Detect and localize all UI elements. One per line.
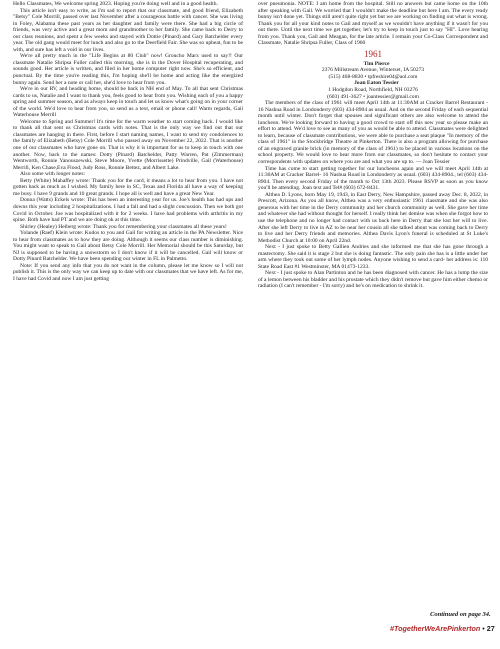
paragraph: Note: If you send any info that you do not want in the column, please let me know so I will not publish it. This is the only way we can keep up to date with our classmates that we have left. As for me, I have had Covid and now I am just getting (13, 262, 243, 282)
left-column (13, 1, 243, 283)
page-footer (390, 624, 495, 633)
paragraph: Donna (Watts) Eckels wrote: This has been an interesting year for us. Joe's health has had ups and downs this year including 2 hospitalizations. I had a fall and had a slight concussion. Then we both got Covid in October. Joe was hospitalized with it for 2 weeks. I have had problems with arthritis in my spine. Both have had PT and we are doing ok at this time. (13, 197, 243, 224)
correspondent-name: Tim Pierce (363, 60, 390, 67)
paragraph: Time has come to start getting together for our luncheons again and we will meet April 14th at 11:30AM at Cracker Barrel- 16 Nashua Road in Londonderry as usual. (603) 434-8904., tel (603) 434-8904. Then every second Friday of the month to Oct 13th 2023. Please RSVP as soon as you know you'll be attending. Joan text and Tel# (603) 672-8431. (258, 165, 488, 192)
paragraph: Shirley (Healey) Heiberg wrote: Thank you for remembering your classmates all these years! (20, 223, 227, 230)
paragraph: Althea D. Lyons, born May 19, 1943, in East Derry, New Hampshire, passed away Dec. 8, 2022, in Prescott, Arizona. As you all know, Althea was a very enthusiastic 1961 classmate and she was also generous with her time in the Derry community and her church community as well. She gave her time and whatever she had without thought for herself. I really think her demise was when she forgot how to use the telephone and no longer had contact with us back here in Derry that she lost her will to live. After she left Derry to live in AZ to be near her cousin all she talked about was coming back to Derry to live and her Derry friends and memories. Althea Davis Lyon's funeral is scheduled at St Luke's Methodist Church at 10:00 on April 22nd. (258, 191, 488, 244)
paragraph: We're in our RV, and heading home, should be back in NH end of May. To all that sent Christmas cards to us, Natalie and I want to thank you, feels good to hear from you. Wishing each of you a happy spring and summer season, and as always keep in touch and let us know what's going on in your corner of the world. We'd love to hear from you, so send us a text, email or phone call! Warm regards, Gail Waterhouse Merrill (13, 86, 243, 119)
continued-note: Continued on page 34. (430, 611, 491, 618)
contact-block (258, 80, 488, 100)
correspondent-address: 1 Hodgdon Road, Northfield, NH 03276 (328, 87, 418, 94)
paragraph: Hello Classmates, We welcome spring 2023. Hoping you're doing well and in a good health. (13, 1, 218, 7)
right-column (258, 1, 488, 290)
contact-block (258, 61, 488, 81)
paragraph: over pneumonia. NOTE: I am home from the hospital. Still no answers but came home on the 10th after speaking with Gail. We worried that I wouldn't make the deadline but here I am. The every ready bunny isn't done yet. Things still aren't quite right yet but we are working on finding out what is wrong. Thank you for all your kind notes to Gail and myself as we wouldn't have anything if it wasn't for you out there. Until the next time we get together, let's try to keep in touch just to say "HI". Love hearing from you. Thank you, Gail and Meagan, for the late article. I remain your Co-Class Correspondent and Classmate, Natalie Shripsa Fuller, Class of 1960 (258, 1, 488, 47)
correspondent-address: 2376 Millstream Avenue, Winterset, IA 50273 (321, 67, 425, 74)
paragraph: We're all pretty much in the "Life Begins at 80 Club" now! Groucho Marx used to say!! Our classmate Natalie Shripsa Fuller called this morning, she is in the Dover Hospital recuperating, and sounds good. Her article is written, and filed in her home computer right now. She's so efficient, and punctual. By the time you're reading this, I'm hoping she'll be home and acting like the energized bunny again. Send her a note or call her, she'd love to hear from you. (13, 53, 243, 86)
paragraph: Next - I just spoke to Betty Gallien Andries and she informed me that she has gone through a mastectomy. She said it is stage 2 but she is doing fantastic. The only pain she has is a little under her arm where they took out some of her lymph nodes. Anyone wishing to send a card- her address is: 110 State Road East #1 Westminster, MA 01473-1233. (258, 244, 488, 270)
paragraph: Next - I just spoke to Alan Partinton and he has been diagnosed with cancer. He has a lump the size of a lemon between his bladder and his prostate which they didn't remove but gave him either chemo or radiation (I can't remember - I'm sorry) and he's on medication to shrink it. (258, 270, 488, 290)
paragraph: Yolande (Raef) Klein wrote: Kudos to you and Gail for writing an article in the PA Newsletter. Nice to hear from classmates as to how they are doing. Although it seems our class number is diminishing. You might want to speak to Gail about Betsy Cole Morrill. Her Memorial should be this Saturday, but NJ is supposed to be having a snowstorm so I don't know if it will be cancelled. Gail will know or Dotty Pinard Batchelder. We have been spending our winter in FL in Palmetto. (13, 230, 243, 263)
footer-separator: • (482, 624, 485, 633)
paragraph: This article isn't easy to write, as I'm sad to report that our classmate, and good friend, Elizabeth "Betsy" Cole Morrill, passed over last November after a courageous battle with cancer. She was living in Foley, Alabama these past years as her daughter and family were there. She had a big circle of friends, was very active and a great mom and grandmother to her family. She came back to Derry to our class reunions, and spent a few weeks and stayed with Dottie (Pinard) and Gary Batchelder every year. The old gang would meet for lunch and also go to the Deerfield Fair. She was so upbeat, fun to be with, and sure has left a void in our lives. (13, 7, 243, 53)
paragraph: Also some with longer notes: (20, 171, 86, 178)
correspondent-name: Joan Eaton Tessier (354, 80, 399, 87)
paragraph: The members of the class of 1961 will meet April 14th at 11:30AM at Cracker Barrel Restaurant - 16 Nashua Road in Londonderry (603) 434-8904 as usual. And on the second Friday of each sequential month until winter. Don't forget that spouses and significant others are also welcome to attend the luncheon. We're looking forward to having a good crowd to start off this new year so please make an effort to attend. We'd love to see as many of you as would be able to attend. Classmates were delighted to learn, because of classmate contributions, we were able to purchase a seat plaque "In memory of the class of 1961" in the Stockbridge Theatre at Pinkerton. There is also a program allowing for purchase of an engraved granite brick (in memory of the class of 1961) to be placed in various locations on the school property. We would love to hear more from our classmates, so don't hesitate to contact your correspondents with updates on where you are and what you are up to. — Joan Tessier (258, 100, 488, 166)
page-number: 27 (486, 624, 495, 633)
paragraph: Betty (White) Mahaffey wrote: Thank you for the card, it means a lot to hear from you. I have not gotten back as much as I wished. My family here in SC, Texas and Florida all have a way of keeping me busy. I have 9 grands and 10 great grands. I hope all is well and have a great New Year. (13, 177, 243, 197)
class-year-heading: 1961 (364, 48, 382, 59)
paragraph: Welcome to Spring and Summer! It's time for the warm weather to start coming back. I would like to thank all that sent us Christmas cards with notes. That is the only way we find out that our classmates are hanging in there. First, before I start naming names, I want to send my condolences to the family of Elizabeth (Betsy) Cole Morrill who passed away on November 22, 2022. That is another one of our classmates who have gone on. That is why it is important for us to keep in touch with one another. Now, back to the names: Dotty (Pinard) Batchelder, Patty Warren, Pat (Zimmerman) Wentworth, Ronnie Yanouszewski, Steve Moore, Yvette (Morrissette) Prindville, Gail (Waterhouse) Merrill, Ken Chase,Eva Flood, Judy Ross, Ronnie Bettez, and Albert Lake. (13, 118, 243, 171)
correspondent-phone-email[interactable]: (515) 468-8830 • tpfreshire04@aol.com (328, 73, 418, 80)
footer-hashtag: #TogetherWeArePinkerton (390, 624, 481, 633)
correspondent-phone-email[interactable]: (603) 491-3627 • joantessier@gmail.com (327, 93, 419, 100)
